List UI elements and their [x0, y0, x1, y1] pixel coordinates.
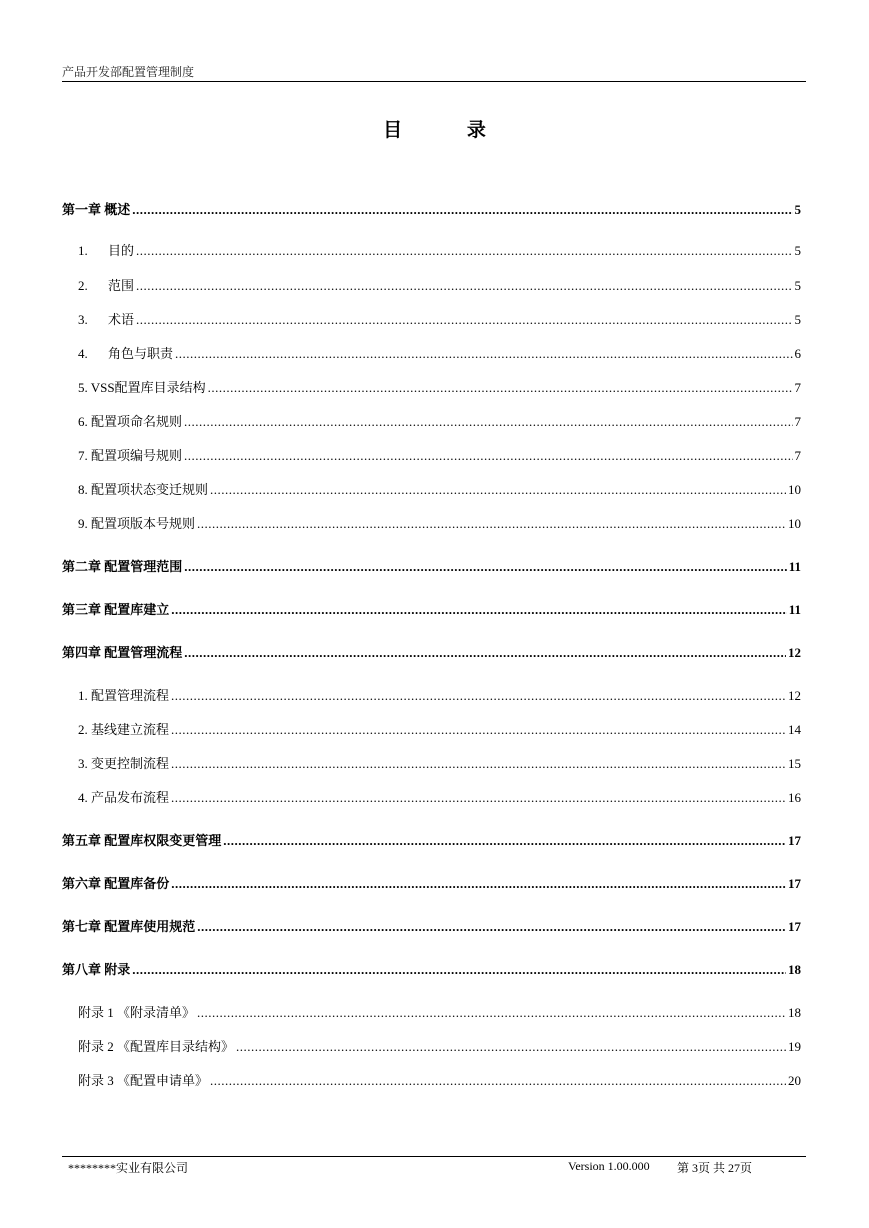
toc-entry-text: 第六章 配置库备份: [62, 876, 170, 891]
toc-section-entry[interactable]: [78, 243, 801, 259]
toc-page-number: 20: [788, 1073, 801, 1088]
toc-entry-text: 角色与职责: [108, 346, 174, 361]
toc-dot-leader: [171, 876, 786, 892]
toc-entry-label: [78, 722, 169, 738]
toc-dot-leader: [184, 414, 792, 430]
toc-entry-text: 范围: [108, 278, 135, 293]
toc-entry-text: 第四章 配置管理流程: [62, 645, 183, 660]
toc-section-entry[interactable]: [78, 756, 801, 772]
toc-page-number: 17: [788, 876, 801, 891]
toc-dot-leader: [197, 919, 786, 935]
toc-page-number: 10: [788, 482, 801, 497]
toc-dot-leader: [184, 448, 792, 464]
toc-section-entry[interactable]: [78, 414, 801, 430]
toc-page-number: 5: [794, 202, 801, 217]
toc-page-number: 10: [788, 516, 801, 531]
toc-entry-text: 术语: [108, 312, 135, 327]
toc-chapter-entry[interactable]: [62, 645, 801, 661]
footer-divider: [62, 1156, 806, 1157]
toc-entry-text: 8. 配置项状态变迁规则: [78, 482, 209, 497]
toc-entry-number: 2.: [78, 278, 88, 293]
toc-section-entry[interactable]: [78, 482, 801, 498]
toc-dot-leader: [132, 962, 786, 978]
toc-entry-label: [62, 919, 195, 935]
toc-section-entry[interactable]: [78, 722, 801, 738]
page-header: 产品开发部配置管理制度: [62, 65, 195, 79]
toc-section-entry[interactable]: [78, 448, 801, 464]
toc-entry-text: 1. 配置管理流程: [78, 688, 170, 703]
toc-page-number: 5: [794, 278, 801, 293]
toc-entry-label: [78, 482, 208, 498]
toc-page-number: 17: [788, 833, 801, 848]
toc-entry-text: 6. 配置项命名规则: [78, 414, 183, 429]
toc-entry-text: 第三章 配置库建立: [62, 602, 170, 617]
toc-chapter-entry[interactable]: [62, 962, 801, 978]
toc-section-entry[interactable]: [78, 1073, 801, 1089]
toc-entry-number: 3.: [78, 312, 88, 327]
toc-dot-leader: [136, 312, 792, 328]
toc-entry-text: 第五章 配置库权限变更管理: [62, 833, 222, 848]
toc-entry-label: [78, 1005, 195, 1021]
toc-section-entry[interactable]: [78, 380, 801, 396]
toc-dot-leader: [132, 202, 792, 218]
toc-entry-text: 附录 3 《配置申请单》: [78, 1073, 209, 1088]
toc-entry-text: 目的: [108, 243, 135, 258]
toc-page-number: 7: [794, 380, 801, 395]
toc-dot-leader: [184, 559, 786, 575]
toc-page-number: 6: [794, 346, 801, 361]
footer-page-info: 第 3页 共 27页: [677, 1161, 753, 1175]
toc-page-number: 19: [788, 1039, 801, 1054]
toc-entry-text: 第二章 配置管理范围: [62, 559, 183, 574]
toc-chapter-entry[interactable]: [62, 602, 801, 618]
toc-entry-label: [78, 1073, 208, 1089]
footer-company: ********实业有限公司: [68, 1161, 189, 1175]
toc-section-entry[interactable]: [78, 346, 801, 362]
toc-page-number: 12: [788, 688, 801, 703]
toc-entry-label: [78, 516, 195, 532]
toc-entry-label: [78, 278, 134, 294]
toc-entry-label: [62, 833, 221, 849]
toc-entry-text: 2. 基线建立流程: [78, 722, 170, 737]
toc-entry-label: [62, 202, 130, 218]
toc-section-entry[interactable]: [78, 790, 801, 806]
toc-dot-leader: [236, 1039, 786, 1055]
toc-chapter-entry[interactable]: [62, 919, 801, 935]
toc-section-entry[interactable]: [78, 516, 801, 532]
toc-dot-leader: [171, 688, 786, 704]
toc-section-entry[interactable]: [78, 1005, 801, 1021]
toc-entry-label: [78, 790, 169, 806]
toc-dot-leader: [171, 722, 786, 738]
toc-page-number: 18: [788, 1005, 801, 1020]
toc-entry-text: 附录 2 《配置库目录结构》: [78, 1039, 235, 1054]
toc-entry-text: 第八章 附录: [62, 962, 131, 977]
toc-dot-leader: [208, 380, 793, 396]
toc-entry-label: [78, 380, 206, 396]
toc-entry-text: 3. 变更控制流程: [78, 756, 170, 771]
toc-entry-label: [78, 243, 134, 259]
toc-dot-leader: [210, 482, 786, 498]
toc-entry-text: 9. 配置项版本号规则: [78, 516, 196, 531]
toc-entry-text: 附录 1 《附录清单》: [78, 1005, 196, 1020]
toc-section-entry[interactable]: [78, 1039, 801, 1055]
toc-page-number: 11: [788, 559, 801, 574]
toc-dot-leader: [210, 1073, 786, 1089]
toc-entry-text: 7. 配置项编号规则: [78, 448, 183, 463]
toc-entry-number: 1.: [78, 243, 88, 258]
toc-chapter-entry[interactable]: [62, 876, 801, 892]
toc-dot-leader: [184, 645, 786, 661]
toc-title: 目 录: [383, 120, 516, 141]
toc-entry-text: 第一章 概述: [62, 202, 131, 217]
toc-page-number: 16: [788, 790, 801, 805]
toc-dot-leader: [171, 756, 786, 772]
toc-entry-text: 4. 产品发布流程: [78, 790, 170, 805]
toc-dot-leader: [223, 833, 786, 849]
toc-entry-label: [62, 645, 182, 661]
toc-page-number: 5: [794, 243, 801, 258]
toc-entry-number: 4.: [78, 346, 88, 361]
toc-page-number: 7: [794, 448, 801, 463]
header-divider: [62, 81, 806, 82]
toc-dot-leader: [197, 516, 786, 532]
toc-dot-leader: [171, 790, 786, 806]
toc-entry-label: [62, 602, 169, 618]
toc-chapter-entry[interactable]: [62, 833, 801, 849]
toc-dot-leader: [136, 243, 792, 259]
toc-chapter-entry[interactable]: [62, 559, 801, 575]
toc-entry-text: 第七章 配置库使用规范: [62, 919, 196, 934]
toc-page-number: 14: [788, 722, 801, 737]
toc-entry-label: [78, 448, 182, 464]
toc-section-entry[interactable]: [78, 278, 801, 294]
toc-page-number: 15: [788, 756, 801, 771]
toc-entry-label: [78, 312, 134, 328]
toc-page-number: 5: [794, 312, 801, 327]
toc-entry-label: [62, 962, 130, 978]
toc-dot-leader: [197, 1005, 786, 1021]
toc-page-number: 18: [788, 962, 801, 977]
toc-dot-leader: [171, 602, 786, 618]
toc-section-entry[interactable]: [78, 312, 801, 328]
toc-entry-label: [78, 414, 182, 430]
toc-entry-label: [78, 1039, 234, 1055]
footer-version: Version 1.00.000: [568, 1159, 650, 1173]
toc-page-number: 11: [788, 602, 801, 617]
toc-entry-label: [78, 756, 169, 772]
toc-dot-leader: [136, 278, 792, 294]
toc-dot-leader: [175, 346, 792, 362]
toc-section-entry[interactable]: [78, 688, 801, 704]
toc-entry-label: [62, 876, 169, 892]
toc-entry-label: [78, 346, 173, 362]
toc-page-number: 12: [788, 645, 801, 660]
toc-page-number: 17: [788, 919, 801, 934]
toc-page-number: 7: [794, 414, 801, 429]
toc-entry-label: [62, 559, 182, 575]
toc-entry-text: 5. VSS配置库目录结构: [78, 380, 206, 395]
toc-chapter-entry[interactable]: [62, 202, 801, 218]
toc-entry-label: [78, 688, 169, 704]
